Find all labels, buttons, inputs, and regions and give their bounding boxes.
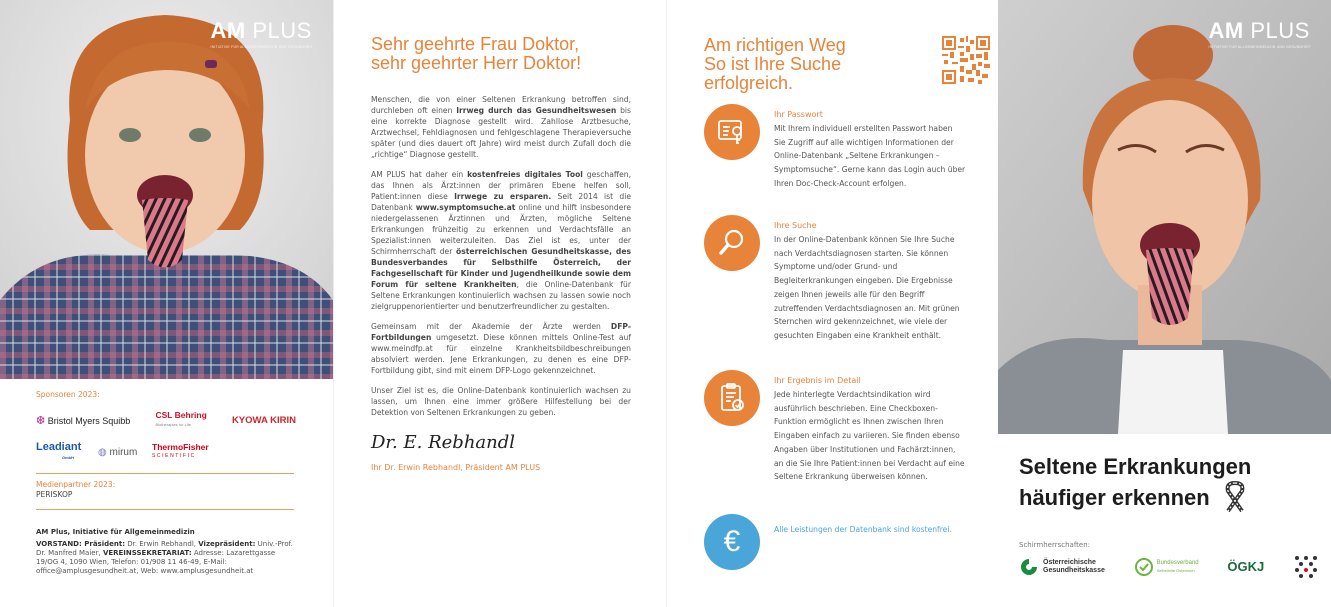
letter-paragraph: Gemeinsam mit der Akademie der Ärzte werden DFP-Fortbildungen umgesetzt. Diese können mittels Online-Test auf www.meindfp.at für einzelne Krankheitsbildbeschreibungen absolviert werden. Jene Erkrankungen, zu denen es eine DFP-Fortbildung gibt, sind mit einem DFP-Logo gekennzeichnet. [371, 322, 631, 375]
patron-oegk: Österreichische Gesundheitskasse [1019, 557, 1105, 577]
signature-caption: Ihr Dr. Erwin Rebhandl, Präsident AM PLUS [371, 463, 541, 472]
feature-result [704, 370, 984, 484]
feature-password [704, 104, 984, 191]
media-partner [36, 480, 296, 499]
panel-front-cover [998, 0, 1331, 607]
feature-title: Ihr Ergebnis im Detail [774, 376, 861, 385]
feature-body: Jede hinterlegte Verdachtsindikation wird ausführlich beschrieben. Eine Checkboxen-Funktion ermöglicht es Ihnen zwischen Ihren Eingaben einfach zu variieren. Sie finden ebenso Angaben über Institutionen und Fachärzt:innen, an die Sie Ihre Patient:innen bei Verdacht auf eine Seltene Erkrankung überweisen können. [774, 390, 965, 482]
sponsor-leadiant: Leadiant GmbH [36, 440, 82, 460]
panel-instructions [666, 0, 998, 607]
feature-title: Ihre Suche [774, 221, 817, 230]
clipboard-check-icon [704, 370, 760, 426]
instructions-heading: Am richtigen Weg So ist Ihre Suche erfolgreich. [704, 35, 846, 93]
sponsor-thermofisher: ThermoFisher SCIENTIFIC [152, 442, 209, 459]
oegk-icon [1019, 557, 1039, 577]
photo-girl [0, 0, 333, 379]
letter-paragraph: AM PLUS hat daher ein kostenfreies digitales Tool geschaffen, das Ihnen als Ärzt:innen der primären Ebene helfen soll, Patient:innen diese Irrwege zu ersparen. Seit 2014 ist die Datenbank www.symptomsuche.at online und hilft insbesondere niedergelassenen Ärztinnen und Ärzten, mögliche Seltene Erkrankungen frühzeitig zu erkennen und Verdachtsfälle an Spezialist:innen weiterzuleiten. Das Ziel ist es, unter der Schirmherrschaft der österreichischen Gesundheitskasse, des Bundesverbandes für Selbsthilfe Österreich, der Fachgesellschaft für Kinder und Jugendheilkunde sowie dem Forum für seltene Krankheiten, die Online-Datenbank für Seltene Erkrankungen kontinuierlich wachsen zu lassen sowie noch zielgruppenorientierter und benutzerfreundlicher zu gestalten. [371, 170, 632, 311]
patrons-logos [1019, 550, 1319, 584]
sponsors-section [36, 390, 296, 510]
photo-woman [998, 0, 1331, 434]
password-icon [704, 104, 760, 160]
media-label: Medienpartner 2023: [36, 480, 116, 489]
feature-body: Mit Ihrem individuell erstellten Passwort haben Sie Zugriff auf alle wichtigen Informationen der Online-Datenbank „Seltene Erkrankungen – Symptomsuche“. Gerne kann das Login auch über Ihren Doc-Check-Account erfolgen. [774, 124, 966, 188]
letter-paragraph: Menschen, die von einer Seltenen Erkrankung betroffen sind, durchleben oft einen Irrweg durch das Gesundheitswesen bis eine korrekte Diagnose gestellt wird. Zahllose Arztbesuche, Arztwechsel, Fehldiagnosen und fehlgeschlagene Therapieversuche später (und dies dauert oft Jahre) wird meist durch Zufall doch die „richtige“ Diagnose gestellt. [371, 95, 631, 159]
feature-body: Alle Leistungen der Datenbank sind kostenfrei. [774, 525, 952, 534]
patron-bundesverband: Bundesverband Selbsthilfe Österreich [1134, 557, 1199, 577]
sponsors-label: Sponsoren 2023: [36, 390, 100, 399]
feature-body: In der Online-Datenbank können Sie Ihre Suche nach Verdachtsdiagnosen starten. Sie können Symptome und/oder Grund- und Begleiterkrankungen eingeben. Die Ergebnisse zeigen Ihnen jeweils alle für den Begriff zutreffenden Verdachtsdiagnosen an. Mit grünen Sternchen wird gekennzeichnet, wie viele der gesuchten Eingaben eine Krankheit enthält. [774, 235, 960, 340]
divider [36, 473, 294, 474]
sponsor-kyowa: KYOWA KIRIN [231, 414, 296, 426]
awareness-ribbon-icon [1222, 481, 1248, 513]
forum-seltene-krankheiten-icon [1293, 554, 1319, 580]
letter-heading: Sehr geehrte Frau Doktor, sehr geehrter Herr Doktor! [371, 34, 582, 73]
panel-back-cover [0, 0, 333, 607]
panel-letter [333, 0, 666, 607]
amplus-logo: AM PLUS INITIATIVE FÜR ALLGEMEINMEDIZIN UND GESUNDHEIT [210, 18, 313, 49]
media-partner-name: PERISKOP [36, 490, 73, 499]
feature-free [704, 514, 984, 570]
euro-icon: € [704, 514, 760, 570]
letter-paragraph: Unser Ziel ist es, die Online-Datenbank kontinuierlich wachsen zu lassen, um Ihnen eine immer größere Hilfestellung bei der Detektion von Seltenen Erkrankungen zu geben. [371, 386, 631, 417]
sponsor-csl: CSL Behring Biotherapies for Life [155, 410, 207, 427]
signature: Dr. E. Rebhandl [371, 432, 516, 453]
patron-oegkj: ÖGKJ [1227, 559, 1265, 574]
cover-title: Seltene Erkrankungen häufiger erkennen [1019, 452, 1251, 513]
feature-search [704, 215, 984, 343]
amplus-logo: AM PLUS INITIATIVE FÜR ALLGEMEINMEDIZIN UND GESUNDHEIT [1208, 18, 1311, 49]
qr-code-icon[interactable] [942, 36, 990, 84]
divider [36, 509, 294, 510]
sponsor-bms: ❆ Bristol Myers Squibb [36, 414, 131, 427]
imprint: AM Plus, Initiative für Allgemeinmedizin VORSTAND: Präsident: Dr. Erwin Rebhandl, Vizepräsident: Univ.-Prof. Dr. Manfred Maier, VEREINSSEKRETARIAT: Adresse: Lazarettgasse 19/OG 4, 1090 Wien, Telefon: 01/908 11 46-49, E-Mail: office@amplusgesundheit.at, Web: www.amplusgesundheit.at [36, 528, 293, 575]
feature-title: Ihr Passwort [774, 110, 823, 119]
patrons-label: Schirmherrschaften: [1019, 541, 1091, 549]
bundesverband-icon [1134, 557, 1154, 577]
search-icon [704, 215, 760, 271]
sponsor-mirum: ◍ mirum [98, 446, 138, 458]
